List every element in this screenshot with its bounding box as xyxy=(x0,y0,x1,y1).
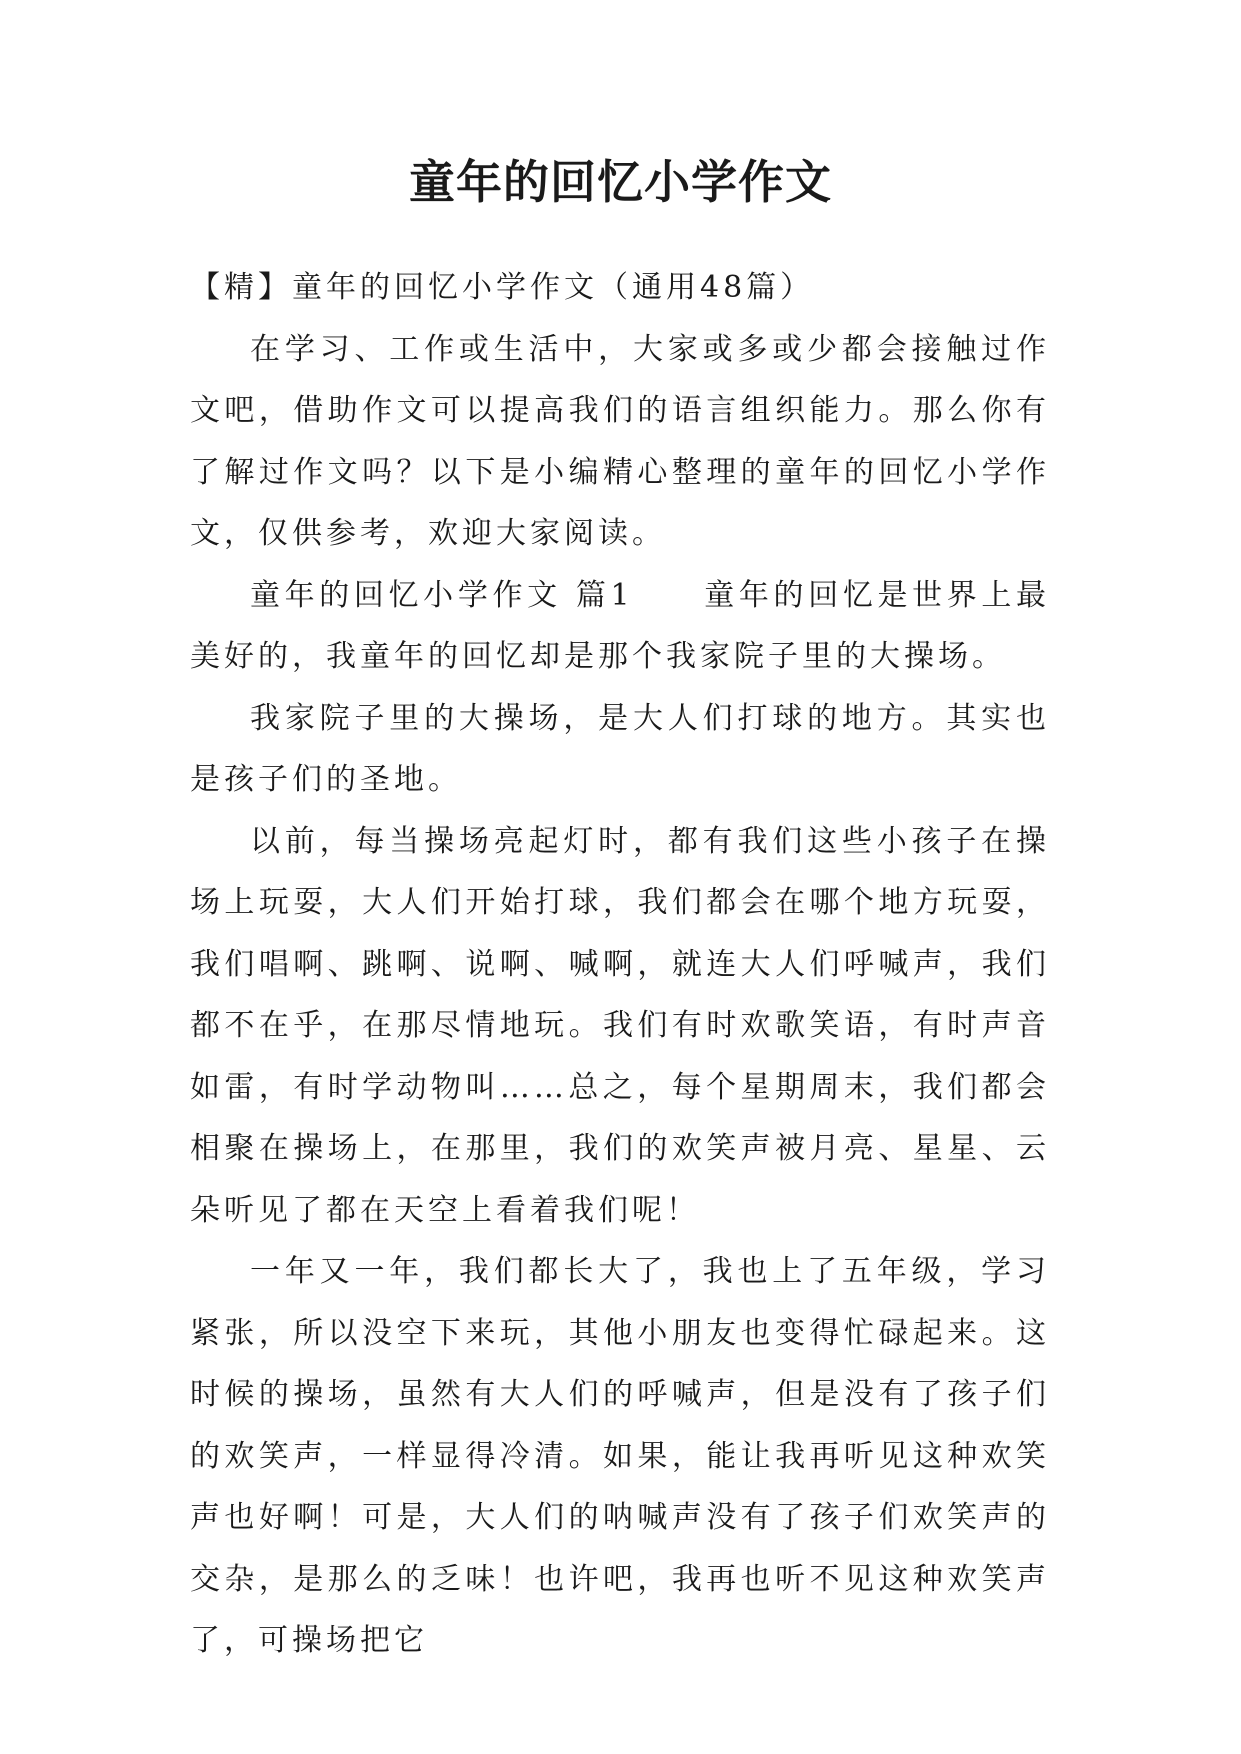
intro-paragraph: 在学习、工作或生活中，大家或多或少都会接触过作文吧，借助作文可以提高我们的语言组织能力。那么你有了解过作文吗？以下是小编精心整理的童年的回忆小学作文，仅供参考，欢迎大家阅读。 xyxy=(190,331,1050,551)
body-paragraph-1: 我家院子里的大操场，是大人们打球的地方。其实也是孩子们的圣地。 xyxy=(190,700,1050,797)
section-1-paragraph xyxy=(190,565,1050,688)
document-title: 童年的回忆小学作文 xyxy=(409,155,832,209)
lead-line: 【精】童年的回忆小学作文（通用48篇） xyxy=(190,270,815,305)
body-paragraph-3: 一年又一年，我们都长大了，我也上了五年级，学习紧张，所以没空下来玩，其他小朋友也变得忙碌起来。这时候的操场，虽然有大人们的呼喊声，但是没有了孩子们的欢笑声，一样显得冷清。如果，能让我再听见这种欢笑声也好啊！可是，大人们的呐喊声没有了孩子们欢笑声的交杂，是那么的乏味！也许吧，我再也听不见这种欢笑声了，可操场把它 xyxy=(190,1254,1050,1658)
section-first-text: 童年的回忆是世界上最美好的，我童年的回忆却是那个我家院子里的大操场。 xyxy=(190,577,1051,674)
section-heading: 童年的回忆小学作文 篇1 xyxy=(250,577,634,613)
body-paragraph-2: 以前，每当操场亮起灯时，都有我们这些小孩子在操场上玩耍，大人们开始打球，我们都会在哪个地方玩耍，我们唱啊、跳啊、说啊、喊啊，就连大人们呼喊声，我们都不在乎，在那尽情地玩。我们有时欢歌笑语，有时声音如雷，有时学动物叫……总之，每个星期周末，我们都会相聚在操场上，在那里，我们的欢笑声被月亮、星星、云朵听见了都在天空上看着我们呢！ xyxy=(190,823,1050,1228)
document-body xyxy=(190,257,1050,1672)
